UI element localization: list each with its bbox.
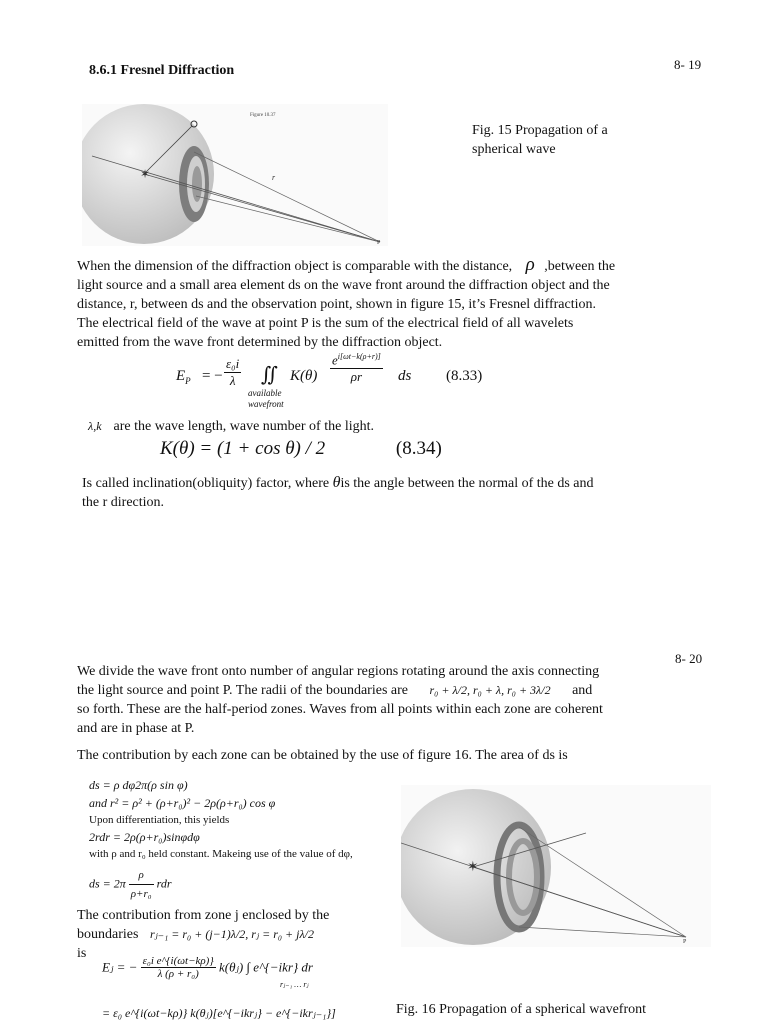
section-heading: 8.6.1 Fresnel Diffraction	[89, 63, 235, 78]
page-number-top: 8- 19	[674, 57, 702, 72]
page-number-bottom: 8- 20	[675, 651, 703, 666]
intro-paragraph: When the dimension of the diffraction object is comparable with the distance, ρ ,between the light source and a small area element ds on the wave front around the diffraction object and the distance, r, between ds and the observation point, shown in figure 15, it’s Fresnel diffraction. The electrical field of the wave at point P is the sum of the electrical field of all wavelets emitted from the wave front determined by the diffraction object.	[77, 255, 687, 352]
figure-15-title: Figure 10.37	[250, 113, 276, 118]
svg-text:r: r	[272, 173, 276, 182]
star-source: ✶	[140, 167, 151, 181]
equation-8-34: K(θ) = (1 + cos θ) / 2 (8.34)	[160, 438, 442, 459]
star-source-2: ✶	[467, 860, 479, 875]
contribution-line: The contribution by each zone can be obtained by the use of figure 16. The area of ds is	[77, 748, 568, 763]
zones-paragraph: We divide the wave front onto number of angular regions rotating around the axis connecting the light source and point P. The radii of the boundaries are r₀ + λ/2, r₀ + λ, r₀ + 3λ/2 and so forth. These are the half-period zones. Waves from all points within each zone are coherent and are in phase at P.	[77, 662, 687, 738]
figure-16-caption: Fig. 16 Propagation of a spherical wavefront	[396, 1002, 646, 1017]
zone-j-text: The contribution from zone j enclosed by the boundaries rⱼ₋₁ = r₀ + (j−1)λ/2, rⱼ = r₀ + jλ/2 is	[77, 908, 330, 961]
lambda-k-line: λ,k are the wave length, wave number of the light.	[88, 419, 374, 434]
radii-line: the light source and point P. The radii of the boundaries are r₀ + λ/2, r₀ + λ, r₀ + 3λ/2 and	[77, 683, 593, 698]
figure-15-caption: Fig. 15 Propagation of a spherical wave	[472, 123, 608, 157]
derivation-block: ds = ρ dφ2π(ρ sin φ) and r² = ρ² + (ρ+r₀)² − 2ρ(ρ+r₀) cos φ Upon differentiation, this yields 2rdr = 2ρ(ρ+r₀)sinφdφ with ρ and r₀ held constant. Makeing use of the value of dφ, ds = 2π $\frac{\rho}{\text{ρ+r₀}}$ rdr	[89, 778, 353, 900]
figure-16	[401, 785, 711, 947]
svg-text:P: P	[683, 939, 687, 945]
obliquity-paragraph: Is called inclination(obliquity) factor, where θis the angle between the normal of the ds and the r direction.	[82, 474, 594, 510]
equation-8-33: $E_P$ = − $\frac{\text{ε₀i}}{\lambda}$ ∬ available wavefront K(θ) $\frac{e^{i[\omega t-k(\rho+r)]}}{\rho r}$ ds (8.33)	[176, 352, 483, 409]
ej-equation: Eⱼ = − $\frac{\text{ε₀i e\textasciicircum{}\{i(ωt−kρ)\}}}{\text{λ (ρ + r₀)}}$ k(θⱼ) ∫ e^{−ikr} dr rⱼ₋₁ … rⱼ	[102, 955, 313, 989]
svg-text:P: P	[377, 240, 381, 246]
figure-16-drawing	[401, 785, 711, 947]
figure-15-drawing	[82, 104, 388, 246]
paragraph-line-1: When the dimension of the diffraction object is comparable with the distance, ρ ,between the	[77, 254, 616, 275]
figure-15	[82, 104, 388, 246]
ej-equation-line2: = ε₀ e^{i(ωt−kρ)} k(θⱼ)[e^{−ikrⱼ} − e^{−ikrⱼ₋₁}]	[102, 1006, 336, 1020]
